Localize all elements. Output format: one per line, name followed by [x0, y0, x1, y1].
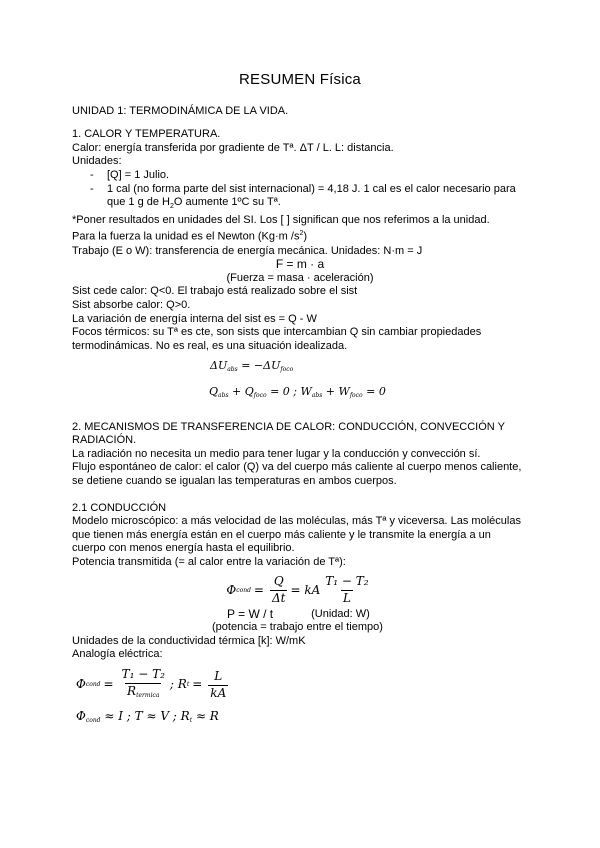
formula-subscript: abs — [218, 391, 229, 399]
formula-part: + Q — [228, 384, 254, 398]
fraction-denominator: L — [342, 591, 351, 606]
fraction-numerator: T₁ − T₂ — [325, 574, 369, 589]
section-heading-mecanismos-2: RADIACIÓN. — [72, 434, 137, 447]
section-heading-calor: 1. CALOR Y TEMPERATURA. — [72, 128, 221, 141]
fraction — [208, 670, 228, 700]
fraction — [270, 575, 288, 605]
fraction-denominator: kA — [210, 685, 227, 700]
modelo-text-3: cuerpo con menos energía hasta el equilibrio. — [72, 542, 295, 555]
modelo-text-2: que tienen más energía están en el cuerpo más caliente y le transmite la energía a un — [72, 528, 491, 541]
energia-interna: La variación de energía interna del sist es = Q - W — [72, 312, 317, 325]
fuerza-unit — [72, 227, 528, 244]
formula-part: = 0 ; W — [266, 384, 312, 398]
bullet-text-line1: 1 cal (no forma parte del sist internacional) = 4,18 J. 1 cal es el calor necesario para — [107, 182, 516, 195]
fraction-numerator: L — [214, 669, 223, 684]
fraction-numerator: T₁ − T₂ — [121, 667, 165, 682]
calor-definition: Calor: energía transferida por gradiente de Tª. ΔT / L. L: distancia. — [72, 141, 394, 154]
formula-part: ΔU — [210, 359, 228, 373]
formula-equals: = — [192, 677, 203, 692]
formula-subscript: cond — [236, 586, 251, 594]
page-title: RESUMEN Física — [239, 71, 361, 88]
formula-part: ≈ I ; T ≈ V ; R — [104, 709, 190, 724]
si-note: *Poner resultados en unidades del SI. Los [ ] significan que nos referimos a la unidad. — [72, 213, 490, 226]
section-heading-mecanismos: 2. MECANISMOS DE TRANSFERENCIA DE CALOR: CONDUCCIÓN, CONVECCIÓN Y — [72, 420, 505, 433]
formula-equals: = — [253, 582, 264, 597]
formula-subscript: cond — [85, 717, 101, 725]
cede-calor: Sist cede calor: Q<0. El trabajo está realizado sobre el sist — [72, 285, 358, 298]
formula-analogia-2 — [72, 710, 528, 728]
focos-termicos-1: Focos térmicos: su Tª es cte, son sists que intercambian Q sin cambiar propiedades — [72, 326, 482, 339]
fraction-denominator: Δt — [271, 591, 286, 606]
formula-subscript: abs — [227, 366, 238, 374]
formula-equals: = — [103, 677, 114, 692]
formula-subscript: cond — [85, 681, 101, 689]
unit-heading: UNIDAD 1: TERMODINÁMICA DE LA VIDA. — [72, 104, 289, 117]
flujo-text-2: se detiene cuando se igualan las temperaturas en ambos cuerpos. — [72, 474, 397, 487]
section-heading-conduccion: 2.1 CONDUCCIÓN — [72, 501, 167, 514]
trabajo-definition: Trabajo (E o W): transferencia de energía mecánica. Unidades: N·m = J — [72, 244, 423, 257]
formula-part: = kA — [290, 582, 321, 597]
unidades-label: Unidades: — [72, 155, 122, 168]
formula-subscript: foco — [280, 366, 294, 374]
formula-subscript: termica — [136, 691, 160, 699]
subscript: 2 — [170, 203, 174, 211]
formula-part: = 0 — [362, 384, 386, 398]
bullet-text-line2-post: O aumente 1ºC su Tª. — [173, 196, 281, 209]
analogia-label: Analogía eléctrica: — [72, 648, 163, 661]
bullet-text-line2-pre: que 1 g de H — [107, 196, 170, 209]
formula-subscript: foco — [253, 391, 267, 399]
formula-conduccion — [72, 575, 528, 605]
formula-phi: Φ — [76, 677, 86, 692]
formula-subscript: t — [189, 717, 193, 725]
potencia-unit: (Unidad: W) — [311, 607, 370, 620]
denominator-text: R — [127, 683, 137, 698]
formula-part: ; R — [169, 677, 187, 692]
potencia-text: Potencia transmitida (= al calor entre la variación de Tª): — [72, 555, 346, 568]
fraction — [120, 668, 167, 702]
fraction — [323, 575, 370, 605]
formula-delta-u — [72, 359, 528, 377]
formula-part: = −ΔU — [237, 359, 281, 373]
bullet-text — [107, 183, 516, 214]
modelo-text-1: Modelo microscópico: a más velocidad de las moléculas, más Tª y viceversa. Las moléculas — [72, 515, 521, 528]
potencia-line — [72, 608, 528, 622]
fraction-denominator — [125, 683, 161, 703]
absorbe-calor: Sist absorbe calor: Q>0. — [72, 298, 191, 311]
formula-subscript: t — [186, 681, 190, 689]
formula-subscript: foco — [349, 391, 363, 399]
radiacion-text: La radiación no necesita un medio para tener lugar y la conducción y convección sí. — [72, 447, 481, 460]
fraction-numerator: Q — [273, 574, 284, 589]
newton-equation-note: (Fuerza = masa · aceleración) — [226, 271, 374, 284]
potencia-note: (potencia = trabajo entre el tiempo) — [212, 621, 383, 634]
formula-q-w — [72, 385, 528, 403]
formula-phi: Φ — [226, 582, 237, 597]
focos-termicos-2: termodinámicas. No es real, es una situación idealizada. — [72, 339, 348, 352]
formula-subscript: abs — [311, 391, 323, 399]
formula-part: ≈ R — [192, 709, 219, 724]
formula-part: Q — [209, 384, 219, 398]
list-item — [72, 183, 528, 214]
formula-phi: Φ — [76, 709, 86, 724]
bullet-text: [Q] = 1 Julio. — [107, 168, 170, 181]
potencia-equation: P = W / t — [227, 606, 274, 621]
superscript: 2 — [299, 230, 304, 238]
list-item — [72, 169, 528, 183]
newton-equation: F = m · a — [275, 257, 325, 272]
bullet-dash: - — [90, 182, 94, 195]
fuerza-close: ) — [303, 231, 308, 243]
flujo-text-1: Flujo espontáneo de calor: el calor (Q) va del cuerpo más caliente al cuerpo menos caliente, — [72, 461, 522, 474]
bullet-dash: - — [90, 168, 94, 181]
formula-analogia — [72, 668, 528, 702]
conductividad-units: Unidades de la conductividad térmica [k]: W/mK — [72, 634, 306, 647]
fuerza-text: Para la fuerza la unidad es el Newton (Kg·m /s — [72, 231, 300, 243]
formula-part: + W — [322, 384, 350, 398]
